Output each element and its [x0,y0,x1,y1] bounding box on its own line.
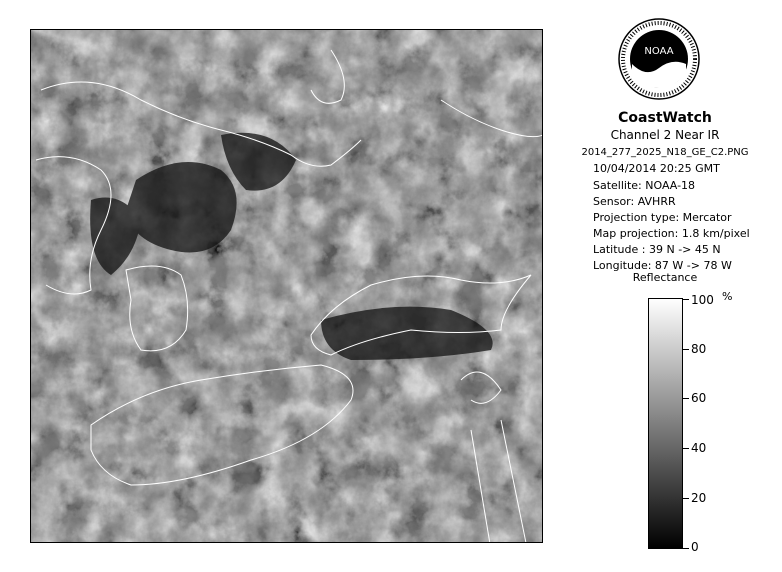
svg-text:NOAA: NOAA [644,46,674,57]
tick-label: 60 [691,391,707,405]
tick-20 [683,498,689,499]
product-title: CoastWatch [618,110,712,126]
latitude: Latitude : 39 N -> 45 N [593,243,721,256]
tick-label: 0 [691,540,699,554]
longitude: Longitude: 87 W -> 78 W [593,259,732,272]
satellite-image [30,29,543,543]
legend-title: Reflectance [632,271,698,284]
tick-label: 80 [691,342,707,356]
tick-label: 100 [691,293,714,307]
reflectance-colorbar [648,298,683,549]
tick-60 [683,398,689,399]
datetime: 10/04/2014 20:25 GMT [593,162,720,175]
tick-40 [683,448,689,449]
resolution: Map projection: 1.8 km/pixel [593,227,750,240]
satellite: Satellite: NOAA-18 [593,179,696,192]
noaa-logo [618,18,700,100]
filename: 2014_277_2025_N18_GE_C2.PNG [581,147,749,158]
tick-80 [683,349,689,350]
projection: Projection type: Mercator [593,211,732,224]
tick-label: 20 [691,491,707,505]
tick-100 [683,299,689,300]
legend-unit: % [722,290,733,303]
tick-0 [683,548,689,549]
sensor: Sensor: AVHRR [593,195,676,208]
channel-label: Channel 2 Near IR [610,128,720,142]
tick-label: 40 [691,441,707,455]
